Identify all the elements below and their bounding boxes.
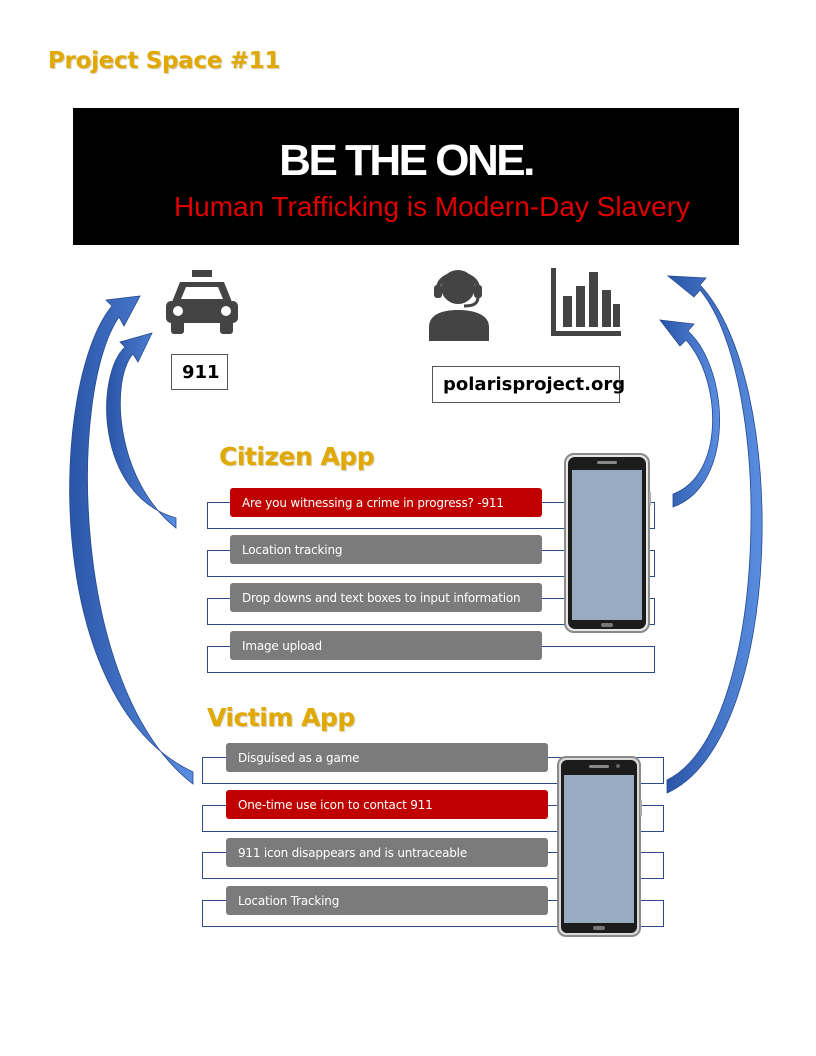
banner-subheadline: Human Trafficking is Modern-Day Slavery [173, 191, 691, 222]
victim-feature-3: 911 icon disappears and is untraceable [226, 838, 548, 867]
headset-person-icon [427, 265, 493, 341]
smartphone-icon [556, 755, 642, 938]
arrow-citizen-to-polaris [660, 320, 720, 507]
citizen-feature-1: Are you witnessing a crime in progress? -911 [230, 488, 542, 517]
victim-feature-1: Disguised as a game [226, 743, 548, 772]
citizen-feature-4: Image upload [230, 631, 542, 660]
victim-feature-4: Location Tracking [226, 886, 548, 915]
victim-feature-2: One-time use icon to contact 911 [226, 790, 548, 819]
citizen-feature-3: Drop downs and text boxes to input information [230, 583, 542, 612]
bar-chart-icon [551, 268, 621, 336]
label-polarisproject: polarisproject.org [432, 366, 620, 403]
arrow-victim-to-polaris [667, 276, 762, 793]
citizen-feature-2: Location tracking [230, 535, 542, 564]
taxi-icon [166, 270, 238, 334]
smartphone-icon [563, 452, 651, 634]
citizen-app-title: Citizen App [219, 442, 375, 471]
banner-headline: BE THE ONE. [279, 136, 533, 185]
label-911: 911 [171, 354, 228, 390]
project-title: Project Space #11 [48, 48, 281, 74]
arrow-citizen-to-911 [107, 333, 176, 528]
victim-app-title: Victim App [207, 703, 355, 732]
